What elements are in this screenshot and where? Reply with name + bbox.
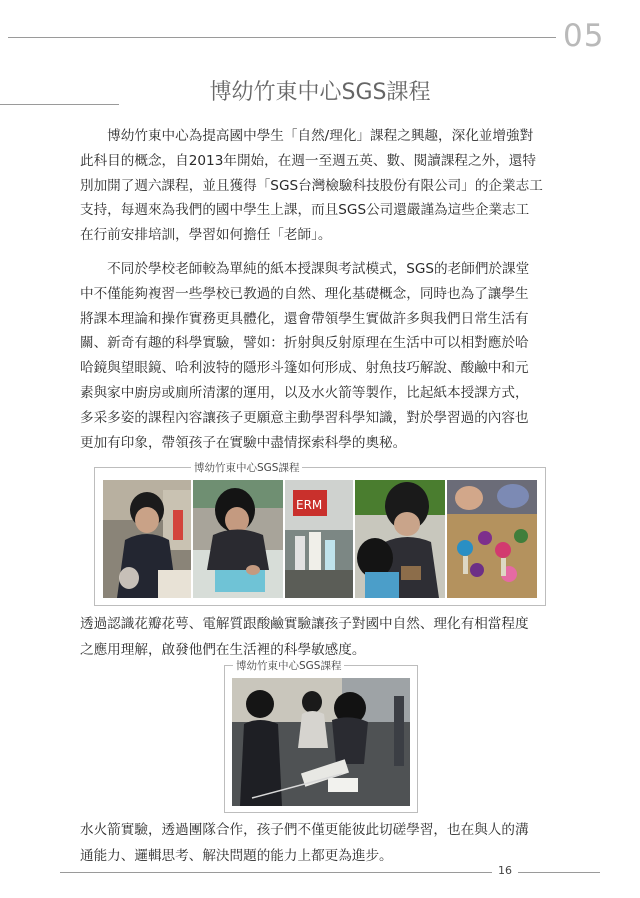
header-rule bbox=[8, 37, 556, 38]
paragraph-line: 博幼竹東中心為提高國中學生「自然/理化」課程之興趣，深化並增強對 bbox=[80, 128, 534, 144]
caption-line: 之應用理解，啟發他們在生活裡的科學敏感度。 bbox=[80, 642, 366, 658]
paragraph-line: 支持，每週來為我們的國中學生上課，而且SGS公司還嚴謹為這些企業志工 bbox=[80, 202, 530, 219]
photo-girl-experiment bbox=[193, 480, 283, 598]
photo-caption-2 bbox=[80, 817, 560, 869]
photo-water-rocket bbox=[232, 678, 410, 806]
paragraph-line: 關、新奇有趣的科學實驗，譬如：折射與反射原理在生活中可以相對應於哈 bbox=[80, 335, 529, 352]
page-number: 16 bbox=[492, 864, 518, 877]
caption-line: 通能力、邏輯思考、解決問題的能力上都更為進步。 bbox=[80, 848, 393, 864]
paragraph-line: 素與家中廚房或廁所清潔的運用，以及水火箭等製作，比起紙本授課方式， bbox=[80, 384, 529, 401]
caption-line: 水火箭實驗，透過團隊合作，孩子們不僅更能彼此切磋學習，也在與人的溝 bbox=[80, 822, 529, 838]
photo-group-label: 博幼竹東中心SGS課程 bbox=[191, 460, 302, 475]
photo-student-experiment bbox=[103, 480, 191, 598]
paragraph-line: 將課本理論和操作實務更具體化，還會帶領學生實做許多與我們日常生活有 bbox=[80, 310, 529, 327]
photo-teacher-students bbox=[355, 480, 445, 598]
paragraph-line: 不同於學校老師較為單純的紙本授課與考試模式，SGS的老師們於課堂 bbox=[80, 261, 530, 277]
photo-group-1 bbox=[94, 462, 546, 606]
paragraph-line: 哈鏡與望眼鏡、哈利波特的隱形斗篷如何形成、射魚技巧解說、酸鹼中和元 bbox=[80, 360, 529, 377]
paragraph-line: 別加開了週六課程，並且獲得「SGS台灣檢驗科技股份有限公司」的企業志工 bbox=[80, 177, 543, 194]
photo-group-2 bbox=[224, 660, 418, 813]
paragraph-line: 中不僅能夠複習一些學校已教過的自然、理化基礎概念，同時也為了讓學生 bbox=[80, 285, 529, 302]
page-title: 博幼竹東中心SGS課程 bbox=[209, 79, 431, 105]
caption-line: 透過認識花瓣花萼、電解質跟酸鹼實驗讓孩子對國中自然、理化有相當程度 bbox=[80, 616, 529, 632]
paragraph-line: 在行前安排培訓，學習如何擔任「老師」。 bbox=[80, 227, 332, 244]
paragraph-line: 此科目的概念，自2013年開始，在週一至週五英、數、閱讀課程之外，還特 bbox=[80, 152, 536, 169]
paragraph-line: 更加有印象，帶領孩子在實驗中盡情探索科學的奧秘。 bbox=[80, 434, 407, 451]
paragraph-line: 多采多姿的課程內容讓孩子更願意主動學習科學知識，對於學習過的內容也 bbox=[80, 409, 529, 426]
chapter-number: 05 bbox=[563, 18, 605, 54]
photo-group-label: 博幼竹東中心SGS課程 bbox=[233, 658, 344, 673]
photo-caption-1 bbox=[80, 611, 560, 663]
photo-bottles-sign bbox=[285, 480, 353, 598]
footer-rule bbox=[60, 872, 600, 873]
photo-colored-balls bbox=[447, 480, 537, 598]
photo-sign-text: ERM bbox=[296, 498, 323, 512]
paragraph-1 bbox=[80, 124, 560, 248]
title-rule bbox=[0, 104, 119, 105]
paragraph-2 bbox=[80, 257, 560, 455]
